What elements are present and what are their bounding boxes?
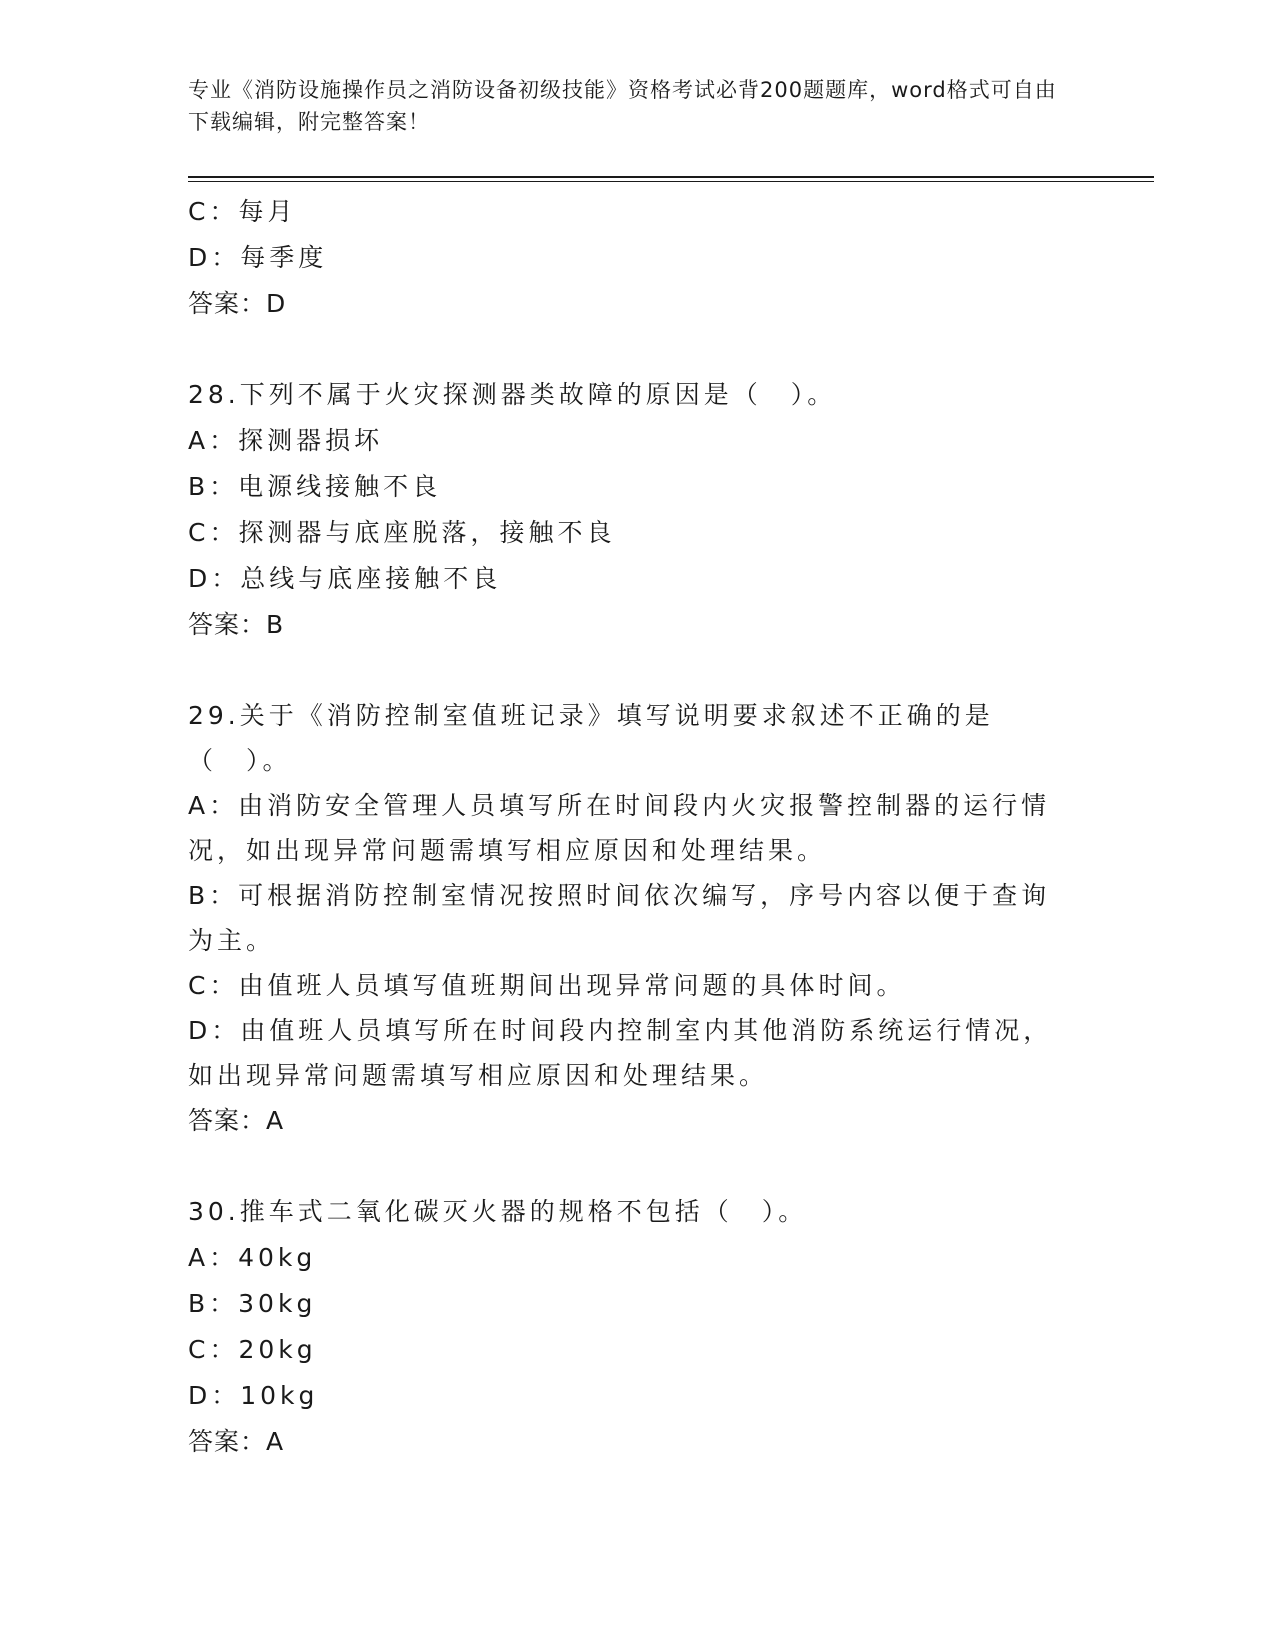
question-29 — [188, 693, 1088, 1144]
answer-line: 答案：A — [188, 1427, 285, 1456]
option-a: A：探测器损坏 — [188, 426, 384, 455]
option-a: A：由消防安全管理人员填写所在时间段内火灾报警控制器的运行情况，如出现异常问题需填写相应原因和处理结果。 — [188, 791, 1051, 865]
question-30 — [188, 1189, 1088, 1465]
document-header: 专业《消防设施操作员之消防设备初级技能》资格考试必背200题题库，word格式可自由下载编辑，附完整答案！ — [188, 78, 1057, 134]
answer-line: 答案：A — [188, 1106, 285, 1135]
spacer — [188, 327, 1088, 372]
header-divider-thin — [188, 181, 1154, 182]
header-divider — [188, 176, 1154, 178]
spacer — [188, 1144, 1088, 1189]
option-d: D：10kg — [188, 1381, 319, 1410]
option-b: B：电源线接触不良 — [188, 472, 442, 501]
option-a: A：40kg — [188, 1243, 317, 1272]
option-b: B：30kg — [188, 1289, 317, 1318]
question-stem: 30.推车式二氧化碳灭火器的规格不包括（ ）。 — [188, 1197, 808, 1226]
answer-line: 答案：B — [188, 610, 285, 639]
spacer — [188, 648, 1088, 693]
option-c: C：由值班人员填写值班期间出现异常问题的具体时间。 — [188, 971, 906, 1000]
option-d: D：每季度 — [188, 243, 328, 272]
question-stem: 29.关于《消防控制室值班记录》填写说明要求叙述不正确的是（ ）。 — [188, 701, 994, 775]
answer-line: 答案：D — [188, 289, 287, 318]
option-b: B：可根据消防控制室情况按照时间依次编写，序号内容以便于查询为主。 — [188, 881, 1051, 955]
prev-question-block — [188, 189, 1088, 327]
option-c: C：探测器与底座脱落，接触不良 — [188, 518, 616, 547]
option-c: C：20kg — [188, 1335, 317, 1364]
option-d: D：总线与底座接触不良 — [188, 564, 502, 593]
question-list — [188, 189, 1088, 1465]
question-stem: 28.下列不属于火灾探测器类故障的原因是（ ）。 — [188, 380, 837, 409]
option-c: C：每月 — [188, 197, 297, 226]
question-28 — [188, 372, 1088, 648]
option-d: D：由值班人员填写所在时间段内控制室内其他消防系统运行情况，如出现异常问题需填写相应原因和处理结果。 — [188, 1016, 1053, 1090]
